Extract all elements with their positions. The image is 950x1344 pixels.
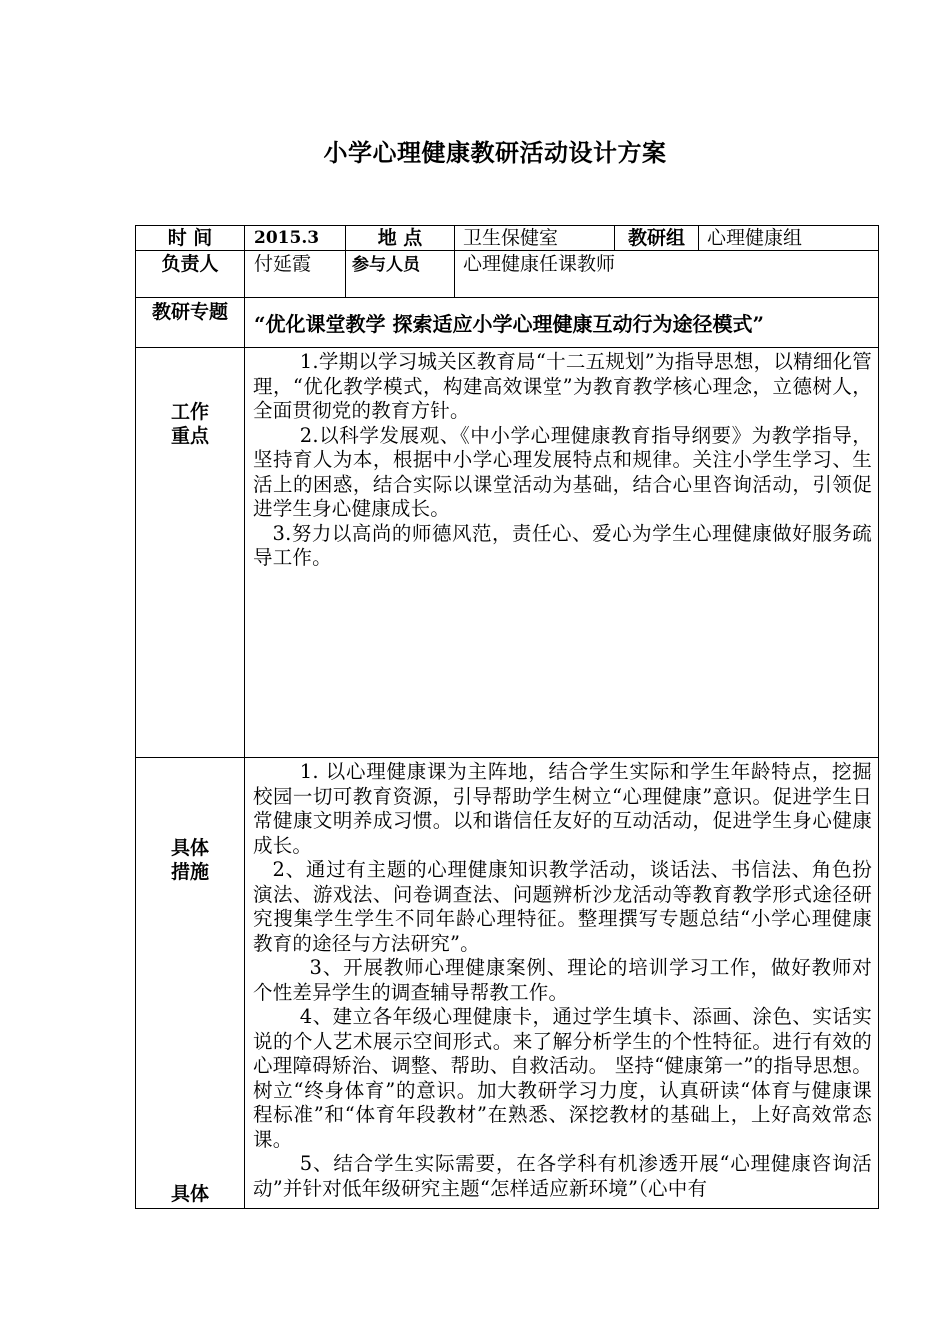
measures-label-line1: 具体 xyxy=(170,837,209,859)
work-focus-paragraph: 2.以科学发展观、《中小学心理健康教育指导纲要》为教学指导，坚持育人为本，根据中小学心理发展特点和规律。关注小学生学习、生活上的困惑，结合实际以课堂活动为基础，结合心里咨询活动，引领促进学生身心健康成长。 xyxy=(253,423,872,520)
document-title: 小学心理健康教研活动设计方案 xyxy=(323,139,667,167)
measures-content xyxy=(253,760,872,1207)
work-focus-paragraph: 3.努力以高尚的师德风范，责任心、爱心为学生心理健康做好服务疏导工作。 xyxy=(253,521,872,569)
time-value: 2015.3 xyxy=(254,228,320,248)
work-focus-label-line2: 重点 xyxy=(170,425,209,447)
measures-paragraph: 1. 以心理健康课为主阵地，结合学生实际和学生年龄特点，挖掘校园一切可教育资源，引导帮助学生树立“心理健康”意识。促进学生日常健康文明养成习惯。以和谐信任友好的互动活动，促进学生身心健康成长。 xyxy=(253,760,872,857)
topic-label: 教研专题 xyxy=(151,301,228,323)
work-focus-label xyxy=(136,400,244,448)
group-label: 教研组 xyxy=(627,227,685,249)
measures-label-line2: 措施 xyxy=(170,861,209,883)
measures-paragraph: 5、结合学生实际需要，在各学科有机渗透开展“心理健康咨询活动”并针对低年级研究主题“怎样适应新环境”（心中有 xyxy=(253,1152,872,1200)
group-value: 心理健康组 xyxy=(707,227,803,249)
work-focus-content xyxy=(253,350,872,571)
leader-label: 负责人 xyxy=(161,253,219,275)
work-focus-label-line1: 工作 xyxy=(170,401,209,423)
leader-value: 付延霞 xyxy=(254,253,312,275)
place-value: 卫生保健室 xyxy=(463,227,559,249)
time-label: 时 间 xyxy=(167,227,213,249)
measures-label-continued: 具体 xyxy=(170,1183,209,1205)
measures-paragraph: 3、开展教师心理健康案例、理论的培训学习工作，做好教师对个性差异学生的调查辅导帮教工作。 xyxy=(253,956,872,1004)
participants-value: 心理健康任课教师 xyxy=(463,253,616,275)
measures-label xyxy=(136,836,244,884)
work-focus-paragraph: 1.学期以学习城关区教育局“十二五规划”为指导思想，以精细化管理，“优化教学模式，构建高效课堂”为教育教学核心理念，立德树人，全面贯彻党的教育方针。 xyxy=(253,350,872,422)
measures-paragraph: 4、建立各年级心理健康卡，通过学生填卡、添画、涂色、实话实说的个人艺术展示空间形式。来了解分析学生的个性特征。进行有效的心理障碍矫治、调整、帮助、自救活动。 坚持“健康第一”的指导思想。树立“终身体育”的意识。加大教研学习力度，认真研读“体育与健康课程标准”和“体育年段教材”在熟悉、深挖教材的基础上，上好高效常态课。 xyxy=(253,1005,872,1151)
measures-paragraph: 2、通过有主题的心理健康知识教学活动，谈话法、书信法、角色扮演法、游戏法、问卷调查法、问题辨析沙龙活动等教育教学形式途径研究搜集学生学生不同年龄心理特征。整理撰写专题总结“小学心理健康教育的途径与方法研究”。 xyxy=(253,858,872,955)
place-label: 地 点 xyxy=(377,227,423,249)
topic-value: “优化课堂教学 探索适应小学心理健康互动行为途径模式” xyxy=(254,312,764,336)
participants-label: 参与人员 xyxy=(352,255,420,275)
